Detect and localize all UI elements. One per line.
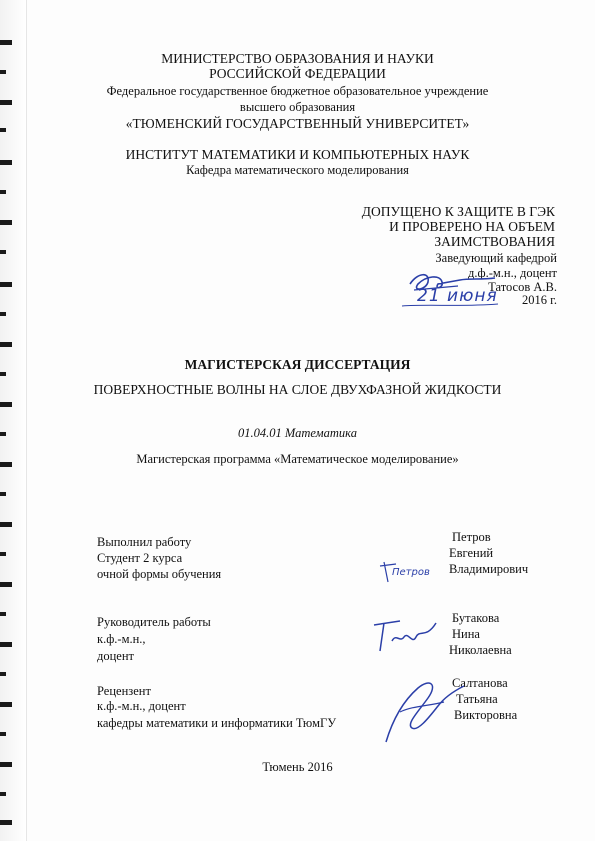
author-signature-stroke [378, 560, 400, 586]
approval-line2: И ПРОВЕРЕНО НА ОБЪЕМ [389, 219, 555, 234]
binding-hole [0, 522, 12, 527]
institution-line2: высшего образования [239, 100, 356, 114]
handwritten-date: 21 июня [417, 286, 498, 306]
binding-hole [0, 372, 6, 376]
thesis-type: МАГИСТЕРСКАЯ ДИССЕРТАЦИЯ [184, 357, 411, 372]
binding-hole [0, 702, 12, 707]
binding-hole [0, 190, 6, 194]
author-surname: Петров [452, 530, 491, 544]
approval-degree: д.ф.-м.н., доцент [468, 266, 557, 280]
approval-name: Татосов А.В. [488, 280, 557, 294]
specialty: 01.04.01 Математика [238, 426, 357, 440]
date-underline [400, 300, 500, 310]
thesis-title: ПОВЕРХНОСТНЫЕ ВОЛНЫ НА СЛОЕ ДВУХФАЗНОЙ ЖИДКОСТИ [93, 382, 502, 397]
author-patronymic: Владимирович [449, 562, 529, 576]
binding-hole [0, 492, 6, 496]
binding-hole [0, 732, 6, 736]
ministry-line2: РОССИЙСКОЙ ФЕДЕРАЦИИ [209, 66, 386, 81]
author-first-name: Евгений [449, 546, 494, 560]
author-label1: Выполнил работу [97, 535, 192, 549]
binding-hole [0, 282, 12, 287]
supervisor-patronymic: Николаевна [449, 643, 512, 657]
institution-line1: Федеральное государственное бюджетное образовательное учреждение [106, 84, 489, 98]
program-name: Магистерская программа «Математическое моделирование» [136, 452, 459, 466]
supervisor-first-name: Нина [452, 627, 480, 641]
binding-hole [0, 342, 12, 347]
binding-hole [0, 402, 12, 407]
binding-hole [0, 552, 6, 556]
binding-hole [0, 40, 12, 45]
reviewer-label1: Рецензент [97, 684, 151, 698]
university-name: «ТЮМЕНСКИЙ ГОСУДАРСТВЕННЫЙ УНИВЕРСИТЕТ» [125, 116, 470, 131]
supervisor-label2: к.ф.-м.н., [97, 632, 146, 646]
reviewer-surname: Салтанова [452, 676, 508, 690]
approval-line1: ДОПУЩЕНО К ЗАЩИТЕ В ГЭК [361, 204, 555, 219]
author-label2: Студент 2 курса [97, 551, 183, 565]
supervisor-signature [370, 615, 440, 660]
department-name: Кафедра математического моделирования [186, 163, 409, 177]
binding-hole [0, 672, 6, 676]
binding-hole [0, 792, 6, 796]
reviewer-label3: кафедры математики и информатики ТюмГУ [97, 716, 337, 730]
supervisor-surname: Бутакова [452, 611, 500, 625]
reviewer-signature [378, 672, 468, 750]
city-year: Тюмень 2016 [262, 760, 333, 774]
binding-hole [0, 612, 6, 616]
approval-line3: ЗАИМСТВОВАНИЯ [434, 234, 555, 249]
reviewer-label2: к.ф.-м.н., доцент [97, 699, 186, 713]
institute-name: ИНСТИТУТ МАТЕМАТИКИ И КОМПЬЮТЕРНЫХ НАУК [125, 147, 470, 162]
binding-hole [0, 312, 6, 316]
binding-hole [0, 820, 12, 825]
author-signature: Петров [392, 567, 430, 578]
reviewer-first-name: Татьяна [456, 692, 498, 706]
binding-hole [0, 250, 6, 254]
reviewer-patronymic: Викторовна [454, 708, 518, 722]
approval-year: 2016 г. [522, 293, 557, 307]
binding-hole [0, 582, 12, 587]
binding-hole [0, 642, 12, 647]
author-label3: очной формы обучения [97, 567, 222, 581]
approval-head-title: Заведующий кафедрой [435, 251, 557, 265]
binding-hole [0, 220, 12, 225]
supervisor-label1: Руководитель работы [97, 615, 211, 629]
ministry-line1: МИНИСТЕРСТВО ОБРАЗОВАНИЯ И НАУКИ [161, 51, 434, 66]
supervisor-label3: доцент [97, 649, 134, 663]
